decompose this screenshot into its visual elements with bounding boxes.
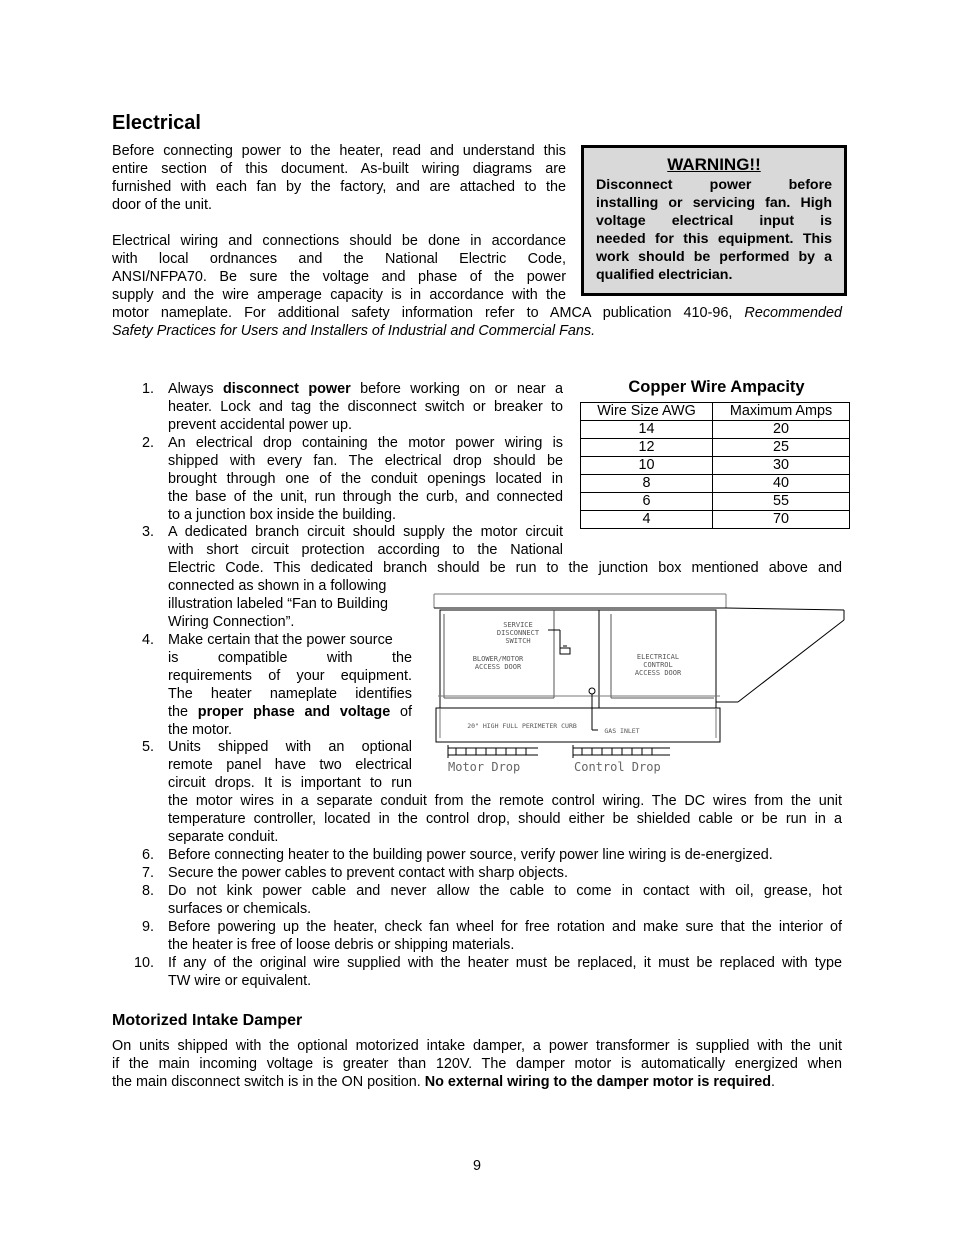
wiring-diagram [430, 590, 850, 780]
text-line: Disconnect power before [596, 177, 832, 193]
text-run: . [770, 1074, 775, 1090]
table-cell: 30 [713, 457, 850, 475]
text-line [168, 380, 563, 398]
table-row [581, 493, 850, 511]
electrical-label: ELECTRICAL [636, 653, 680, 661]
table-cell: 40 [713, 475, 850, 493]
intro-paragraph-2 [112, 232, 566, 304]
bold-text: No external wiring to the damper motor is required [424, 1074, 771, 1090]
list-item [168, 631, 412, 739]
service-label: SERVICE [503, 621, 533, 629]
text-line: connected as shown in a following [168, 578, 387, 594]
table-cell: 55 [713, 493, 850, 511]
text-line: the motor. [168, 722, 232, 738]
damper-paragraph [112, 1037, 842, 1091]
section-title: Electrical [112, 112, 201, 134]
list-number: 6. [141, 847, 154, 863]
intro-paragraph-2-cont [112, 304, 842, 322]
text-line: Do not kink power cable and never allow the cable to come in contact with oil, grease, hot [168, 883, 842, 899]
text-line: furnished with each fan by the factory, and are attached to the [112, 179, 566, 195]
table-cell: 4 [581, 511, 713, 529]
list-number: 7. [141, 865, 154, 881]
text-run: before working on or near a [360, 381, 564, 397]
blower-label: ACCESS DOOR [474, 663, 522, 671]
list-number: 9. [141, 919, 154, 935]
text-line: requirements of your equipment. [168, 668, 412, 684]
table-cell: 25 [713, 439, 850, 457]
table-title: Copper Wire Ampacity [628, 378, 805, 396]
text-line: Make certain that the power source [168, 632, 393, 648]
text-line: separate conduit. [168, 829, 279, 845]
list-item-cont [168, 577, 412, 631]
text-line: Secure the power cables to prevent contact with sharp objects. [168, 865, 568, 881]
electrical-label: ACCESS DOOR [634, 669, 682, 677]
text-line: to a junction box inside the building. [168, 507, 397, 523]
text-line: Electric Code. This dedicated branch should be run to the junction box mentioned above and [168, 560, 842, 576]
warning-body [596, 176, 832, 284]
text-line: with short circuit protection according to the National [168, 542, 563, 558]
service-label: DISCONNECT [496, 629, 540, 637]
electrical-label: CONTROL [643, 661, 673, 669]
blower-label: BLOWER/MOTOR [472, 655, 524, 663]
italic-text: Safety Practices for Users and Installers of Industrial and Commercial Fans. [112, 323, 596, 339]
table-header: Maximum Amps [713, 403, 850, 421]
list-item [168, 380, 563, 434]
list-number: 2. [141, 435, 154, 451]
text-line: remote panel have two electrical [168, 757, 412, 773]
text-line: entire section of this document. As-built wiring diagrams are [112, 161, 566, 177]
text-line: brought through one of the conduit openings located in [168, 471, 563, 487]
gas-label: GAS INLET [604, 727, 640, 735]
text-line: voltage electrical input is [596, 213, 832, 229]
text-line: if the main incoming voltage is greater than 120V. The damper motor is automatically energized when [112, 1056, 842, 1072]
text-run: the [168, 704, 189, 720]
ampacity-table [580, 402, 850, 529]
table-cell: 8 [581, 475, 713, 493]
list-item [168, 738, 412, 792]
intro-paragraph-2-end [112, 322, 842, 340]
bold-text: disconnect power [222, 381, 351, 397]
list-item-cont [168, 559, 842, 577]
list-item [168, 523, 563, 559]
text-line [168, 703, 412, 721]
text-line: prevent accidental power up. [168, 417, 352, 433]
text-run: of [399, 704, 412, 720]
text-line: with local ordnances and the National Electric Code, [112, 251, 566, 267]
text-line: If any of the original wire supplied with the heater must be replaced, it must be replaced with type [168, 955, 842, 971]
text-line: surfaces or chemicals. [168, 901, 312, 917]
text-line: Before powering up the heater, check fan wheel for free rotation and make sure that the interior of [168, 919, 842, 935]
table-row [581, 511, 850, 529]
list-number: 5. [141, 739, 154, 755]
text-line: circuit drops. It is important to run [168, 775, 412, 791]
table-row [581, 475, 850, 493]
text-line: shipped with every fan. The electrical drop should be [168, 453, 563, 469]
text-line: installing or servicing fan. High [596, 195, 832, 211]
text-line: Before connecting heater to the building power source, verify power line wiring is de-energized. [168, 847, 773, 863]
list-item [168, 918, 842, 954]
subsection-title: Motorized Intake Damper [112, 1012, 303, 1029]
text-line: Units shipped with an optional [168, 739, 412, 755]
text-line: the motor wires in a separate conduit from the remote control wiring. The DC wires from the unit [168, 793, 842, 809]
table-cell: 70 [713, 511, 850, 529]
table-cell: 12 [581, 439, 713, 457]
table-cell: 6 [581, 493, 713, 511]
table-cell: 20 [713, 421, 850, 439]
list-item [168, 846, 842, 864]
table-row [581, 457, 850, 475]
text-line: needed for this equipment. This [596, 231, 832, 247]
warning-title: WARNING!! [667, 155, 761, 174]
table-row [581, 421, 850, 439]
text-line: supply and the wire amperage capacity is in accordance with the [112, 287, 566, 303]
control-drop-label: Control Drop [574, 760, 661, 774]
list-item [168, 954, 842, 990]
text-line: illustration labeled “Fan to Building [168, 596, 388, 612]
text-run: motor nameplate. For additional safety information refer to AMCA publication 410-96, [112, 305, 733, 321]
text-line: The heater nameplate identifies [168, 686, 412, 702]
intro-paragraph-1 [112, 142, 566, 214]
text-line: Electrical wiring and connections should be done in accordance [112, 233, 566, 249]
table-cell: 14 [581, 421, 713, 439]
list-number: 3. [141, 524, 154, 540]
text-line: the base of the unit, run through the curb, and connected [168, 489, 563, 505]
list-item [168, 434, 563, 524]
service-label: SWITCH [505, 637, 531, 645]
list-number: 4. [141, 632, 154, 648]
text-line: is compatible with the [168, 650, 412, 666]
list-number: 10. [133, 955, 154, 971]
text-line: Wiring Connection”. [168, 614, 295, 630]
list-number: 8. [141, 883, 154, 899]
table-header: Wire Size AWG [581, 403, 713, 421]
text-line: temperature controller, located in the control drop, should either be shielded cable or be run in a [168, 811, 842, 827]
text-line: Before connecting power to the heater, read and understand this [112, 143, 566, 159]
page-number: 9 [472, 1158, 481, 1174]
text-line: An electrical drop containing the motor power wiring is [168, 435, 563, 451]
bold-text: proper phase and voltage [197, 704, 391, 720]
text-line: ANSI/NFPA70. Be sure the voltage and phase of the power [112, 269, 566, 285]
text-line: door of the unit. [112, 197, 213, 213]
list-item [168, 864, 842, 882]
table-cell: 10 [581, 457, 713, 475]
text-line: On units shipped with the optional motorized intake damper, a power transformer is supplied with the unit [112, 1038, 842, 1054]
text-line: work should be performed by a [596, 249, 832, 265]
italic-text: Recommended [744, 305, 843, 321]
curb-label: 20" HIGH FULL PERIMETER CURB [467, 722, 577, 730]
warning-box [581, 145, 847, 296]
text-line: heater. Lock and tag the disconnect switch or breaker to [168, 399, 563, 415]
text-run: the main disconnect switch is in the ON position. [112, 1074, 421, 1090]
text-line: TW wire or equivalent. [168, 973, 312, 989]
text-line: qualified electrician. [596, 267, 733, 283]
list-item [168, 882, 842, 918]
table-row [581, 439, 850, 457]
motor-drop-label: Motor Drop [448, 760, 521, 774]
text-line [112, 1073, 842, 1091]
text-line: A dedicated branch circuit should supply the motor circuit [168, 524, 563, 540]
list-item-cont [168, 792, 842, 846]
text-line: the heater is free of loose debris or shipping materials. [168, 937, 515, 953]
table-header-row [581, 403, 850, 421]
text-run: Always [168, 381, 214, 397]
list-number: 1. [141, 381, 154, 397]
